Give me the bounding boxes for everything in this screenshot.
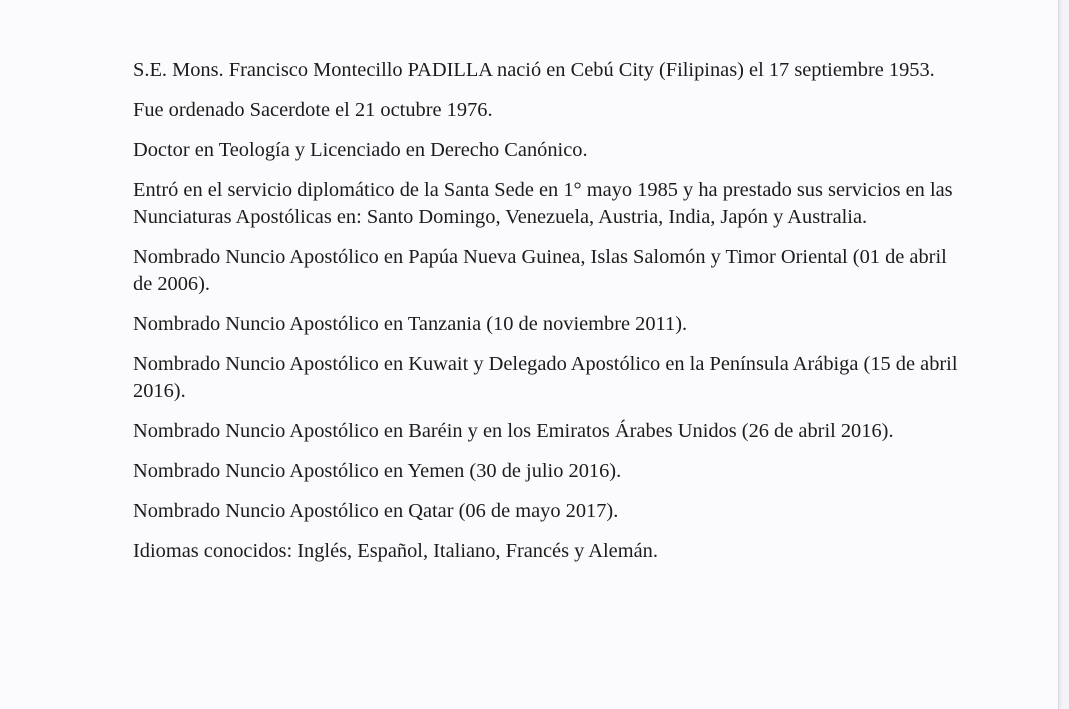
paragraph-ordination: Fue ordenado Sacerdote el 21 octubre 1976. xyxy=(133,99,493,121)
paragraph-nuncio-papua: Nombrado Nuncio Apostólico en Papúa Nueva Guinea, Islas Salomón y Timor Oriental (01 de abril de 2006). xyxy=(133,246,947,295)
paragraph-nuncio-qatar: Nombrado Nuncio Apostólico en Qatar (06 de mayo 2017). xyxy=(133,500,619,522)
paragraph-languages: Idiomas conocidos: Inglés, Español, Italiano, Francés y Alemán. xyxy=(133,540,658,562)
paragraph-diplomatic-service: Entró en el servicio diplomático de la Santa Sede en 1° mayo 1985 y ha prestado sus servicios en las Nunciaturas Apostólicas en: Santo Domingo, Venezuela, Austria, India, Japón y Australia. xyxy=(133,179,953,228)
paragraph-nuncio-kuwait: Nombrado Nuncio Apostólico en Kuwait y Delegado Apostólico en la Península Arábiga (15 de abril 2016). xyxy=(133,353,958,402)
paragraph-nuncio-barein: Nombrado Nuncio Apostólico en Baréin y en los Emiratos Árabes Unidos (26 de abril 2016). xyxy=(133,420,894,442)
paragraph-nuncio-tanzania: Nombrado Nuncio Apostólico en Tanzania (10 de noviembre 2011). xyxy=(133,313,688,335)
paragraph-birth: S.E. Mons. Francisco Montecillo PADILLA nació en Cebú City (Filipinas) el 17 septiembre 1953. xyxy=(133,59,935,81)
paragraph-degrees: Doctor en Teología y Licenciado en Derecho Canónico. xyxy=(133,139,588,161)
paragraph-nuncio-yemen: Nombrado Nuncio Apostólico en Yemen (30 de julio 2016). xyxy=(133,460,622,482)
biography-text xyxy=(133,57,963,578)
